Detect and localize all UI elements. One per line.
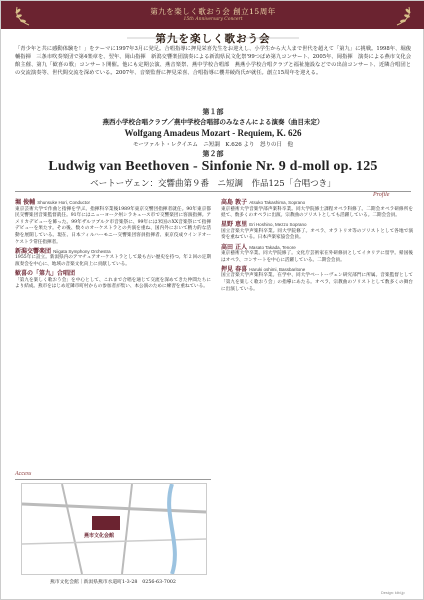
profile-niigata-so: [15, 249, 211, 269]
profile-oshimi: [221, 267, 413, 293]
part1-work: モーツァルト・レクイエム ニ短調 K.626 より 怒りの日 他: [132, 142, 293, 148]
profile-role: Shunsuke Hori, Conductor: [37, 200, 90, 205]
profile-body: 「第九を楽しく歌おう会」を中心として、これまで合唱を通じて交流を深めてきた仲間たちにより結成。燕市をはじめ近隣市町村からの参加者が集い、本公演のために練習を重ねている。: [15, 277, 211, 290]
profile-body: 国立音楽大学声楽科卒業。在学中、同大学ベートーヴェン研究部門に所属。音楽監督として「第九を楽しく歌おう会」の指導にあたる。オペラ、宗教曲のソリストとして数多くの舞台に出演している。: [221, 273, 413, 292]
header-subtitle: 15th Anniversary Concert: [183, 17, 243, 22]
intro-text: 「青少年と共に感動体験を！」をテーマに1997年3月に発足。合唱指導に押見栄喜先生をお迎えし、小学生から大人まで世代を超えて「第九」に挑戦。1998年、堀俊輔指揮 三条市吹奏楽団で第4楽章を、翌年、岡山指揮 新潟交響楽団演奏による新潟県民文化祭'99つばめ第九コンサート、2005年、岡指揮 演奏による燕市文化会館主催、第九「歓喜の歌」コンサート開催。他にも定期公演、燕音楽祭、燕中学校合唱部 燕燕小学校合唱クラブと福祉施設などでの出前コンサート、近隣合唱団との交流演奏等、世代間交流を深めている。2007年、音楽監督に押見栄喜、合唱指導に櫻井綾尚氏が就任。創立15周年を迎える。: [15, 46, 411, 76]
part1-composer: Wolfgang Amadeus Mozart - Requiem, K. 626: [124, 128, 302, 138]
profile-role: Haruki oshimi, Bassbaritone: [249, 266, 306, 272]
profile-body: 東京藝術大学卒業。同大学院修了。文化庁芸術家在外研修員としてイタリアに留学。帰国後はオペラ、コンサートを中心に活躍している。二期会会員。: [221, 251, 413, 263]
part2-label: 第２部: [202, 149, 224, 158]
profile-name: 押見 春喜: [221, 265, 248, 273]
venue-address: 燕市文化会館｜新潟県燕市水道町1-3-28 0256-63-7002: [50, 580, 176, 585]
profile-role: Eri Hoshino, Mezzo Soprano: [249, 222, 307, 228]
part1-label: 第１部: [202, 107, 224, 116]
profile-role: Atsuko Takashima, Soprano: [249, 200, 306, 205]
profile-body: 東京芸術大学で作曲と指揮を学ぶ。指揮科卒業後1989年東京交響団指揮者就任。90年東京都民交響楽団音楽監督就任。91年にはニューヨーク州シラキュース市で交響楽団に客演指揮。アメリカデビューを飾った。99年ザルツブルク市音楽祭に、99年には米国のXX音楽祭にて指揮デビューを果たす。その後、数々のオーケストラとの共演を重ね、国内外において精力的な活動を展開している。現在、日本フィルハーモニー交響楽団客員指揮者、東京佼成ウインドオーケストラ常任指揮者。: [15, 206, 211, 245]
laurel-right-icon: [391, 5, 417, 27]
map-venue-label: 燕市文化会館: [84, 533, 115, 539]
profile-body: 1955年に設立。新潟県内のアマチュアオーケストラとして最も古い歴史を持つ。年２回の定期演奏会を中心に、地域の音楽文化向上に貢献している。: [15, 255, 211, 267]
map-drawing: [22, 484, 206, 574]
laurel-left-icon: [9, 5, 35, 27]
header-title: 第九を楽しく歌おう会 創立15周年: [150, 7, 276, 16]
profiles-left-column: [15, 199, 211, 293]
profile-role: Niigata Symphony Orchestra: [53, 248, 111, 254]
profile-name: 高田 正人: [221, 243, 248, 251]
profile-hori: [15, 200, 211, 246]
profile-choir: [15, 271, 211, 291]
profile-name: 星野 恵里: [221, 221, 248, 229]
design-credit: Design: kibi.jp: [381, 591, 405, 595]
profile-name: 高島 敦子: [221, 199, 248, 206]
profile-label: Profile: [373, 192, 390, 198]
part2-title: Ludwig van Beethoven - Sinfonie Nr. 9 d-moll op. 125: [48, 159, 378, 174]
profiles-right-column: [221, 199, 413, 296]
profile-takada: [221, 245, 413, 265]
profile-hoshino: [221, 222, 413, 242]
part1-performers: 燕西小学校合唱クラブ／燕中学校合唱部のみなさんによる演奏（曲目未定）: [102, 118, 324, 126]
profile-takashima: [221, 200, 413, 220]
profile-name: 堀 俊輔: [15, 199, 36, 206]
part2-work: ベートーヴェン：交響曲第９番 ニ短調 作品125「合唱つき」: [90, 179, 336, 189]
venue-marker-icon: [92, 516, 120, 530]
profile-divider: [15, 191, 411, 192]
profile-body: 東京藝術大学音楽学部声楽科卒業。同大学院修士課程オペラ科修了。二期会オペラ研修所を経て、数多くのオペラに出演。宗教曲のソリストとしても活躍している。二期会会員。: [221, 206, 413, 219]
header-band: [1, 1, 424, 29]
access-divider: [15, 479, 211, 480]
profile-name: 歓喜の「第九」合唱団: [15, 269, 76, 277]
profile-name: 新潟交響楽団: [15, 247, 52, 255]
profile-role: Masato Takada, Tenore: [249, 244, 296, 250]
access-label: Access: [15, 471, 32, 477]
access-map: [21, 483, 207, 575]
page-title: 第九を楽しく歌おう会: [155, 33, 271, 45]
ornament-divider-icon: [127, 35, 299, 41]
profile-body: 国立音楽大学声楽科卒業。同大学院修了。オペラ、オラトリオ等のソリストとして各地で演奏を重ねている。日本声楽家協会会員。: [221, 228, 413, 241]
